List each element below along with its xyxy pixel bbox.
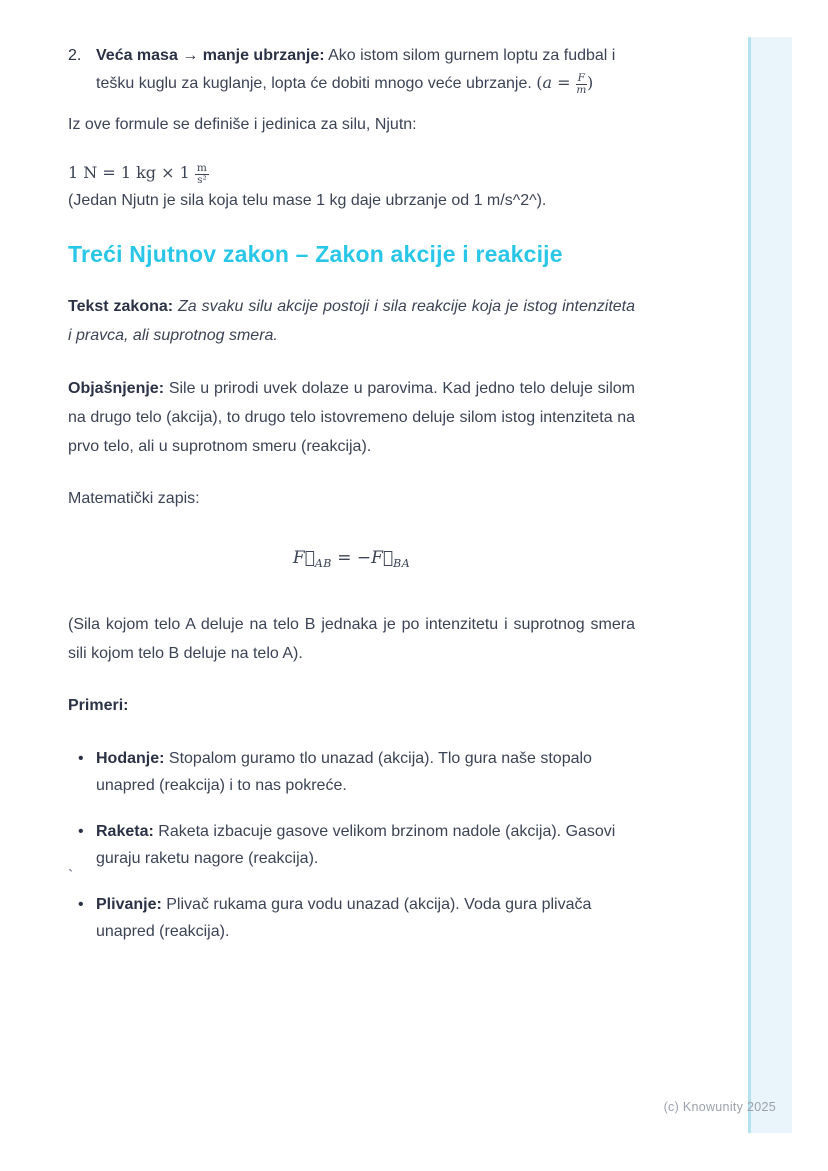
bullet-icon: • xyxy=(78,896,84,913)
fraction-numerator: m xyxy=(196,162,207,175)
formula-rhs-subscript: BA xyxy=(393,557,411,570)
paragraph-newton-note: (Jedan Njutn je sila koja telu mase 1 kg daje ubrzanje od 1 m/s^2^). xyxy=(68,192,547,209)
primeri-label xyxy=(68,692,635,719)
fraction-m-over-s2 xyxy=(195,163,209,186)
tekst-zakona-label: Tekst zakona: xyxy=(68,298,174,315)
formula-third-law xyxy=(68,548,635,570)
ordered-list-item-2 xyxy=(68,42,635,97)
list-item xyxy=(68,745,635,799)
bullet-text: Stopalom guramo tlo unazad (akcija). Tlo gura naše stopalo unapred (reakcija) i to nas pokreće. xyxy=(96,750,592,794)
inline-formula-a-equals-f-over-m xyxy=(536,72,594,97)
equals-sign: = xyxy=(552,73,576,92)
list-item-body xyxy=(96,745,635,799)
footer-copyright: (c) Knowunity 2025 xyxy=(663,1100,776,1114)
formula-lhs-vector-f: F⃗ xyxy=(292,548,315,568)
list-item-text: Ako istom silom gurnem loptu za fudbal i tešku kuglu za kuglanje, lopta će dobiti mnogo veće ubrzanje. xyxy=(96,47,616,92)
list-item-number: 2. xyxy=(68,47,82,64)
paren-close: ) xyxy=(586,73,594,92)
formula-equals-minus: = − xyxy=(331,548,372,568)
paragraph-matematicki-zapis: Matematički zapis: xyxy=(68,490,200,507)
fraction-denominator: s² xyxy=(197,174,207,187)
list-item-body xyxy=(96,818,635,872)
list-item-body xyxy=(96,42,635,97)
paragraph-sila-note: (Sila kojom telo A deluje na telo B jednaka je po intenzitetu i suprotnog smera sili kojom telo B deluje na telo A). xyxy=(68,616,635,662)
fraction-denominator: m xyxy=(576,84,587,97)
tekst-zakona-text: Za svaku silu akcije postoji i sila reakcije koja je istog intenziteta i pravca, ali suprotnog smera. xyxy=(68,298,636,344)
bullet-text: Raketa izbacuje gasove velikom brzinom nadole (akcija). Gasovi guraju raketu nagore (reakcija). xyxy=(96,823,616,867)
bullet-list xyxy=(68,745,635,945)
section-heading-third-law: Treći Njutnov zakon – Zakon akcije i reakcije xyxy=(68,241,563,267)
bullet-bold-lead: Hodanje: xyxy=(96,750,165,767)
math-variable-a: a xyxy=(542,73,553,92)
fraction-f-over-m xyxy=(576,73,587,96)
paragraph-objasnjenje xyxy=(68,374,635,461)
formula-newton-lead: 1 N = 1 kg × 1 xyxy=(68,163,195,182)
objasnjenje-label: Objašnjenje: xyxy=(68,380,165,397)
bullet-bold-lead: Plivanje: xyxy=(96,896,162,913)
list-item xyxy=(68,818,635,872)
bullet-bold-lead: Raketa: xyxy=(96,823,154,840)
objasnjenje-text: Sile u prirodi uvek dolaze u parovima. Kad jedno telo deluje silom na drugo telo (akcija), to drugo telo istovremeno deluje silom istog intenziteta na prvo telo, ali u suprotnom smeru (reakcija). xyxy=(68,380,635,455)
formula-rhs-vector-f: F⃗ xyxy=(371,548,394,568)
fraction-numerator: F xyxy=(577,72,585,85)
bullet-icon: • xyxy=(78,823,84,840)
page-content xyxy=(68,42,635,964)
primeri-label-text: Primeri: xyxy=(68,697,129,714)
page-edge-stripe xyxy=(748,37,792,1133)
paragraph-tekst-zakona xyxy=(68,292,635,350)
formula-lhs-subscript: AB xyxy=(314,557,332,570)
formula-newton-unit xyxy=(68,158,635,187)
list-item-bold-lead: Veća masa → manje ubrzanje: xyxy=(96,47,325,64)
bullet-icon: • xyxy=(78,750,84,767)
newton-unit-block xyxy=(68,158,635,214)
paren-open: ( xyxy=(536,73,543,92)
list-item xyxy=(68,891,635,945)
bullet-text: Plivač rukama gura vodu unazad (akcija). Voda gura plivača unapred (reakcija). xyxy=(96,896,592,940)
list-item-body xyxy=(96,891,635,945)
stray-backtick-mark: ` xyxy=(68,868,74,885)
paragraph-unit-intro: Iz ove formule se definiše i jedinica za silu, Njutn: xyxy=(68,116,417,133)
